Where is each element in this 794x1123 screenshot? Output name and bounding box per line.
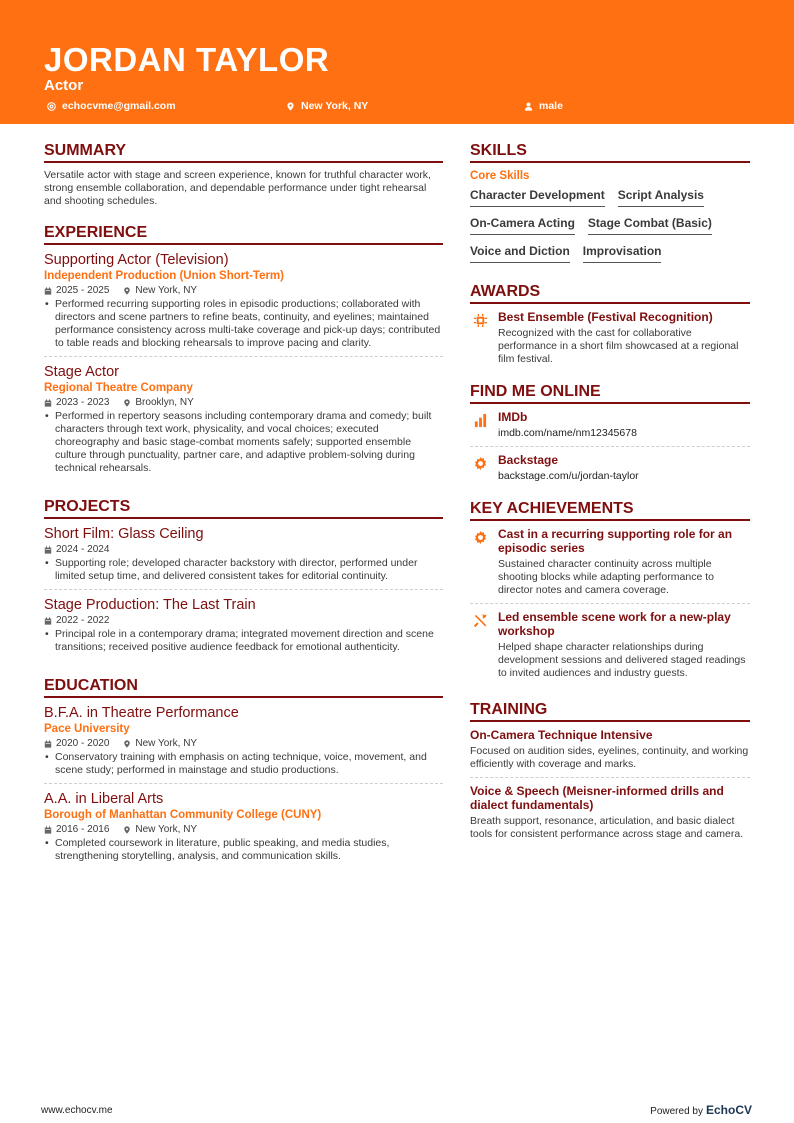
project-meta bbox=[44, 614, 443, 627]
training-title: Voice & Speech (Meisner-informed drills and dialect fundamentals) bbox=[470, 784, 724, 812]
calendar-icon bbox=[44, 399, 52, 407]
candidate-role: Actor bbox=[44, 77, 84, 94]
candidate-name: JORDAN TAYLOR bbox=[44, 41, 330, 78]
skill-tag: Script Analysis bbox=[618, 184, 704, 207]
project-entry bbox=[44, 525, 443, 590]
project-bullet: • Principal role in a contemporary drama; integrated movement direction and scene transitions; received positive audience feedback for emotional authenticity. bbox=[44, 628, 443, 654]
experience-org: Regional Theatre Company bbox=[44, 382, 193, 394]
experience-section bbox=[44, 223, 443, 481]
training-description: Focused on audition sides, eyelines, continuity, and working efficiently with coverage and marks. bbox=[470, 745, 749, 770]
project-entry bbox=[44, 596, 443, 660]
calendar-icon bbox=[44, 287, 52, 295]
experience-entry bbox=[44, 251, 443, 357]
footer-website[interactable]: www.echocv.me bbox=[41, 1105, 113, 1116]
calendar-icon bbox=[44, 740, 52, 748]
skill-tag: On-Camera Acting bbox=[470, 212, 575, 235]
project-meta bbox=[44, 543, 443, 556]
calendar-icon bbox=[44, 546, 52, 554]
education-bullet: • Conservatory training with emphasis on acting technique, voice, movement, and scene study; performed in mainstage and studio productions. bbox=[44, 751, 443, 777]
tools-icon bbox=[473, 613, 488, 628]
bar-chart-icon bbox=[473, 413, 488, 428]
contact-email-text: echocvme@gmail.com bbox=[62, 100, 176, 112]
gear-icon bbox=[473, 456, 488, 471]
achievement-entry bbox=[470, 610, 750, 686]
summary-text: Versatile actor with stage and screen experience, known for truthful character work, strong ensemble collaboration, and dependable performance under tight rehearsal and shooting schedules. bbox=[44, 169, 431, 207]
footer-powered-by[interactable] bbox=[650, 1103, 752, 1117]
location-pin-icon bbox=[123, 399, 131, 407]
education-location bbox=[123, 823, 197, 836]
experience-title: Stage Actor bbox=[44, 364, 119, 380]
education-school: Pace University bbox=[44, 723, 130, 735]
projects-heading: PROJECTS bbox=[44, 497, 443, 519]
header-banner bbox=[0, 0, 794, 124]
skills-list bbox=[470, 184, 750, 268]
gear-icon bbox=[473, 530, 488, 545]
experience-dates: 2025 - 2025 bbox=[56, 285, 110, 296]
experience-location-text: New York, NY bbox=[135, 285, 198, 296]
awards-section bbox=[470, 282, 750, 366]
contact-location-text: New York, NY bbox=[301, 100, 369, 112]
education-meta bbox=[44, 823, 443, 836]
education-heading: EDUCATION bbox=[44, 676, 443, 698]
location-pin-icon bbox=[123, 826, 131, 834]
experience-heading: EXPERIENCE bbox=[44, 223, 443, 245]
training-heading: TRAINING bbox=[470, 700, 750, 722]
training-entry bbox=[470, 728, 750, 778]
contact-email[interactable] bbox=[47, 99, 176, 113]
achievements-section bbox=[470, 499, 750, 686]
experience-meta bbox=[44, 396, 443, 409]
online-link-title: IMDb bbox=[498, 410, 528, 424]
calendar-icon bbox=[44, 826, 52, 834]
summary-heading: SUMMARY bbox=[44, 141, 443, 163]
online-link-url[interactable]: backstage.com/u/jordan-taylor bbox=[498, 470, 639, 482]
experience-title: Supporting Actor (Television) bbox=[44, 252, 229, 268]
education-entry bbox=[44, 704, 443, 784]
training-description: Breath support, resonance, articulation, and basic dialect tools for consistent performance across stage and camera. bbox=[470, 815, 744, 840]
experience-dates: 2023 - 2023 bbox=[56, 397, 110, 408]
online-section bbox=[470, 382, 750, 489]
training-section bbox=[470, 700, 750, 847]
skills-heading: SKILLS bbox=[470, 141, 750, 163]
online-link-url[interactable]: imdb.com/name/nm12345678 bbox=[498, 427, 637, 439]
contact-location bbox=[286, 99, 368, 113]
experience-location bbox=[123, 396, 193, 409]
location-pin-icon bbox=[123, 287, 131, 295]
online-link-title: Backstage bbox=[498, 453, 559, 467]
contact-gender bbox=[524, 99, 563, 113]
location-pin-icon bbox=[286, 102, 295, 111]
education-dates: 2016 - 2016 bbox=[56, 824, 110, 835]
experience-bullet: • Performed in repertory seasons including contemporary drama and comedy; built characters through text work, physicality, and vocal choices; executed choreography and basic stage-combat moments safely; supported ensemble culture through punctuality, partner care, and adaptive problem-solving during technical rehearsals. bbox=[44, 410, 443, 475]
experience-location-text: Brooklyn, NY bbox=[135, 397, 194, 408]
education-entry bbox=[44, 790, 443, 869]
skill-tag: Voice and Diction bbox=[470, 240, 570, 263]
award-entry bbox=[470, 310, 750, 366]
skill-tag: Stage Combat (Basic) bbox=[588, 212, 712, 235]
skill-tag: Improvisation bbox=[583, 240, 662, 263]
achievements-heading: KEY ACHIEVEMENTS bbox=[470, 499, 750, 521]
footer-brand: EchoCV bbox=[705, 1103, 752, 1117]
right-column bbox=[470, 141, 750, 847]
location-pin-icon bbox=[123, 740, 131, 748]
achievement-title: Led ensemble scene work for a new-play workshop bbox=[498, 610, 731, 638]
experience-org: Independent Production (Union Short-Term) bbox=[44, 270, 284, 282]
awards-heading: AWARDS bbox=[470, 282, 750, 304]
footer-powered-text: Powered by bbox=[650, 1106, 703, 1117]
left-column bbox=[44, 141, 443, 869]
project-bullet: • Supporting role; developed character backstory with director, performed under limited setup time, and delivered consistent takes for editorial continuity. bbox=[44, 557, 443, 583]
education-bullet: • Completed coursework in literature, public speaking, and media studies, strengthening storytelling, analysis, and communication skills. bbox=[44, 837, 443, 863]
contact-gender-text: male bbox=[539, 100, 563, 112]
achievement-entry bbox=[470, 527, 750, 604]
education-location-text: New York, NY bbox=[135, 738, 198, 749]
training-title: On-Camera Technique Intensive bbox=[470, 728, 653, 742]
education-degree: B.F.A. in Theatre Performance bbox=[44, 705, 239, 721]
skills-section bbox=[470, 141, 750, 268]
online-link-imdb[interactable] bbox=[470, 410, 750, 447]
project-dates: 2024 - 2024 bbox=[56, 544, 110, 555]
online-link-backstage[interactable] bbox=[470, 453, 750, 489]
achievement-description: Helped shape character relationships during development sessions and delivered staged readings to invited audiences and industry guests. bbox=[498, 641, 746, 679]
chip-icon bbox=[473, 313, 488, 328]
achievement-description: Sustained character continuity across multiple shooting blocks while adapting performance to director notes and camera coverage. bbox=[498, 558, 714, 596]
education-meta bbox=[44, 737, 443, 750]
calendar-icon bbox=[44, 617, 52, 625]
experience-entry bbox=[44, 363, 443, 481]
education-section bbox=[44, 676, 443, 869]
education-school: Borough of Manhattan Community College (CUNY) bbox=[44, 809, 322, 821]
training-entry bbox=[470, 784, 750, 847]
online-heading: FIND ME ONLINE bbox=[470, 382, 750, 404]
skill-tag: Character Development bbox=[470, 184, 605, 207]
experience-meta bbox=[44, 284, 443, 297]
project-dates: 2022 - 2022 bbox=[56, 615, 110, 626]
achievement-title: Cast in a recurring supporting role for an episodic series bbox=[498, 527, 733, 555]
summary-section bbox=[44, 141, 443, 208]
award-title: Best Ensemble (Festival Recognition) bbox=[498, 310, 713, 324]
project-title: Stage Production: The Last Train bbox=[44, 597, 256, 613]
award-description: Recognized with the cast for collaborative performance in a short film showcased at a regional film festival. bbox=[498, 327, 739, 365]
person-icon bbox=[524, 102, 533, 111]
skills-subtitle: Core Skills bbox=[470, 170, 530, 182]
experience-bullet: • Performed recurring supporting roles in episodic productions; collaborated with directors and scene partners to refine beats, continuity, and eyelines; maintained performance consistency across multi-take coverage and pick-up days; contributed to table reads and blocking rehearsals to improve pacing and clarity. bbox=[44, 298, 443, 350]
education-degree: A.A. in Liberal Arts bbox=[44, 791, 164, 807]
project-title: Short Film: Glass Ceiling bbox=[44, 526, 204, 542]
at-icon bbox=[47, 102, 56, 111]
education-location-text: New York, NY bbox=[135, 824, 198, 835]
education-location bbox=[123, 737, 197, 750]
education-dates: 2020 - 2020 bbox=[56, 738, 110, 749]
experience-location bbox=[123, 284, 197, 297]
projects-section bbox=[44, 497, 443, 660]
